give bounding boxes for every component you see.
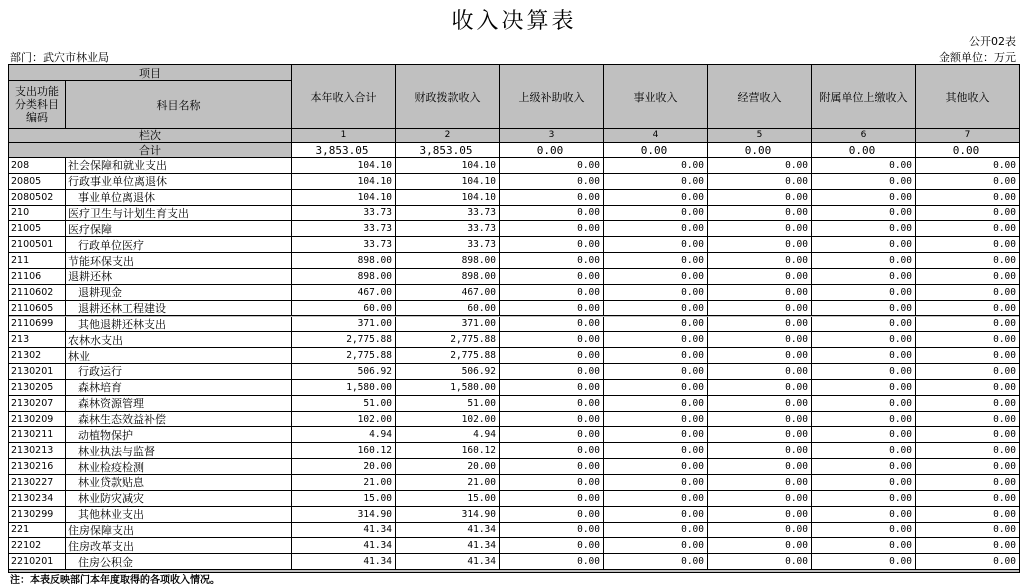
row-value: 0.00 xyxy=(604,507,708,522)
row-value: 41.34 xyxy=(396,523,500,538)
row-value: 0.00 xyxy=(993,476,1016,488)
row-subject-name: 其他林业支出 xyxy=(66,507,292,522)
row-value: 0.00 xyxy=(812,301,916,316)
row-value: 33.73 xyxy=(292,221,396,236)
row-value: 0.00 xyxy=(708,317,812,332)
row-value: 0.00 xyxy=(708,348,812,363)
row-value: 0.00 xyxy=(812,523,916,538)
footnote: 注：本表反映部门本年度取得的各项收入情况。 xyxy=(10,575,220,586)
row-code: 2100501 xyxy=(9,237,66,252)
row-value: 0.00 xyxy=(812,380,916,395)
row-value: 104.10 xyxy=(396,174,500,189)
row-value: 15.00 xyxy=(292,491,396,506)
row-subject-name: 森林资源管理 xyxy=(66,396,292,411)
row-value: 0.00 xyxy=(604,317,708,332)
row-value: 0.00 xyxy=(993,350,1016,362)
lanci-number: 7 xyxy=(964,130,971,140)
row-code: 2110602 xyxy=(9,285,66,300)
row-value: 0.00 xyxy=(993,302,1016,314)
table-code: 公开02表 xyxy=(969,35,1016,48)
row-value: 0.00 xyxy=(708,221,812,236)
row-value: 0.00 xyxy=(993,239,1016,251)
row-value: 0.00 xyxy=(604,269,708,284)
row-value: 314.90 xyxy=(292,507,396,522)
row-value: 0.00 xyxy=(993,365,1016,377)
row-value: 0.00 xyxy=(812,237,916,252)
row-value: 102.00 xyxy=(396,412,500,427)
table-row xyxy=(9,523,1019,539)
table-row xyxy=(9,332,1019,348)
row-value: 0.00 xyxy=(812,269,916,284)
row-value: 898.00 xyxy=(396,253,500,268)
row-value: 0.00 xyxy=(708,554,812,569)
row-code: 20805 xyxy=(9,174,66,189)
row-value: 160.12 xyxy=(396,443,500,458)
row-code: 2080502 xyxy=(9,190,66,205)
row-value: 0.00 xyxy=(812,348,916,363)
col-header-4: 事业收入 xyxy=(604,65,708,128)
row-value: 0.00 xyxy=(604,475,708,490)
row-subject-name: 林业贷款贴息 xyxy=(66,475,292,490)
row-value: 0.00 xyxy=(604,459,708,474)
row-code: 21302 xyxy=(9,348,66,363)
row-code: 2130201 xyxy=(9,364,66,379)
func-code-header: 支出功能分类科目编码 xyxy=(9,81,66,128)
row-value: 0.00 xyxy=(500,301,604,316)
row-value: 4.94 xyxy=(292,427,396,442)
department-label: 部门：武穴市林业局 xyxy=(10,51,109,64)
row-value: 41.34 xyxy=(292,554,396,569)
row-value: 0.00 xyxy=(604,412,708,427)
table-row xyxy=(9,301,1019,317)
row-value: 41.34 xyxy=(292,538,396,553)
row-value: 21.00 xyxy=(292,475,396,490)
row-value: 0.00 xyxy=(993,159,1016,171)
row-value: 0.00 xyxy=(812,554,916,569)
row-value: 60.00 xyxy=(292,301,396,316)
row-value: 0.00 xyxy=(993,286,1016,298)
total-value: 3,853.05 xyxy=(292,143,396,157)
row-code: 2110605 xyxy=(9,301,66,316)
row-value: 0.00 xyxy=(708,412,812,427)
row-subject-name: 森林培育 xyxy=(66,380,292,395)
row-value: 2,775.88 xyxy=(396,332,500,347)
row-value: 1,580.00 xyxy=(292,380,396,395)
row-value: 0.00 xyxy=(500,475,604,490)
total-row xyxy=(9,143,1019,158)
row-value: 0.00 xyxy=(500,221,604,236)
row-value: 0.00 xyxy=(604,396,708,411)
row-value: 0.00 xyxy=(708,475,812,490)
row-subject-name: 林业防灾减灾 xyxy=(66,491,292,506)
row-value: 0.00 xyxy=(993,255,1016,267)
col-header-1: 本年收入合计 xyxy=(292,65,396,128)
row-value: 0.00 xyxy=(604,221,708,236)
row-value: 0.00 xyxy=(993,413,1016,425)
total-value: 0.00 xyxy=(916,143,1019,157)
row-value: 0.00 xyxy=(500,412,604,427)
total-label: 合计 xyxy=(9,143,292,157)
subject-name-header: 科目名称 xyxy=(66,81,292,128)
table-row xyxy=(9,190,1019,206)
row-subject-name: 其他退耕还林支出 xyxy=(66,317,292,332)
table-row xyxy=(9,475,1019,491)
row-value: 0.00 xyxy=(993,508,1016,520)
row-value: 0.00 xyxy=(500,332,604,347)
row-value: 0.00 xyxy=(500,206,604,221)
row-code: 2130227 xyxy=(9,475,66,490)
row-value: 0.00 xyxy=(604,190,708,205)
col-header-3: 上级补助收入 xyxy=(500,65,604,128)
row-value: 0.00 xyxy=(500,443,604,458)
row-value: 0.00 xyxy=(993,429,1016,441)
total-value: 0.00 xyxy=(500,143,604,157)
row-value: 0.00 xyxy=(708,443,812,458)
row-value: 0.00 xyxy=(708,174,812,189)
row-value: 0.00 xyxy=(500,174,604,189)
row-value: 2,775.88 xyxy=(292,348,396,363)
row-value: 0.00 xyxy=(812,491,916,506)
row-value: 0.00 xyxy=(500,348,604,363)
row-value: 2,775.88 xyxy=(396,348,500,363)
row-value: 0.00 xyxy=(500,285,604,300)
row-value: 0.00 xyxy=(604,206,708,221)
table-row xyxy=(9,554,1019,570)
row-value: 0.00 xyxy=(812,221,916,236)
row-value: 0.00 xyxy=(604,523,708,538)
row-subject-name: 节能环保支出 xyxy=(66,253,292,268)
row-code: 2130205 xyxy=(9,380,66,395)
row-value: 0.00 xyxy=(812,364,916,379)
row-value: 0.00 xyxy=(604,285,708,300)
row-value: 60.00 xyxy=(396,301,500,316)
row-value: 0.00 xyxy=(708,206,812,221)
row-value: 1,580.00 xyxy=(396,380,500,395)
row-value: 0.00 xyxy=(604,554,708,569)
row-value: 0.00 xyxy=(604,253,708,268)
row-value: 0.00 xyxy=(812,427,916,442)
row-value: 0.00 xyxy=(604,174,708,189)
row-value: 0.00 xyxy=(812,459,916,474)
row-value: 160.12 xyxy=(292,443,396,458)
row-value: 0.00 xyxy=(812,253,916,268)
row-code: 2210201 xyxy=(9,554,66,569)
header-row xyxy=(9,65,1019,129)
row-value: 20.00 xyxy=(396,459,500,474)
row-value: 0.00 xyxy=(708,253,812,268)
row-value: 0.00 xyxy=(812,443,916,458)
row-code: 211 xyxy=(9,253,66,268)
row-value: 0.00 xyxy=(500,491,604,506)
table-row xyxy=(9,396,1019,412)
row-value: 0.00 xyxy=(708,427,812,442)
row-value: 0.00 xyxy=(812,412,916,427)
table-row xyxy=(9,507,1019,523)
row-code: 210 xyxy=(9,206,66,221)
row-value: 0.00 xyxy=(993,318,1016,330)
row-subject-name: 森林生态效益补偿 xyxy=(66,412,292,427)
row-value: 0.00 xyxy=(604,158,708,173)
table-row xyxy=(9,237,1019,253)
row-subject-name: 社会保障和就业支出 xyxy=(66,158,292,173)
row-value: 0.00 xyxy=(708,459,812,474)
lanci-number: 5 xyxy=(708,128,812,142)
row-value: 0.00 xyxy=(993,207,1016,219)
row-value: 0.00 xyxy=(708,237,812,252)
row-subject-name: 医疗保障 xyxy=(66,221,292,236)
row-value: 0.00 xyxy=(500,427,604,442)
table-row xyxy=(9,269,1019,285)
lanci-number: 3 xyxy=(500,128,604,142)
row-value: 15.00 xyxy=(396,491,500,506)
row-value: 0.00 xyxy=(500,380,604,395)
row-value: 0.00 xyxy=(812,538,916,553)
row-value: 371.00 xyxy=(396,317,500,332)
row-code: 2130234 xyxy=(9,491,66,506)
row-value: 898.00 xyxy=(292,269,396,284)
row-value: 0.00 xyxy=(500,317,604,332)
item-header: 项目 xyxy=(9,65,292,81)
row-value: 104.10 xyxy=(396,190,500,205)
row-subject-name: 医疗卫生与计划生育支出 xyxy=(66,206,292,221)
row-value: 41.34 xyxy=(396,538,500,553)
table-row xyxy=(9,380,1019,396)
row-value: 467.00 xyxy=(292,285,396,300)
row-code: 2110699 xyxy=(9,317,66,332)
row-value: 467.00 xyxy=(396,285,500,300)
row-value: 0.00 xyxy=(993,175,1016,187)
row-value: 0.00 xyxy=(500,364,604,379)
table-row xyxy=(9,364,1019,380)
row-value: 0.00 xyxy=(604,380,708,395)
row-value: 104.10 xyxy=(292,158,396,173)
row-value: 0.00 xyxy=(708,507,812,522)
row-value: 0.00 xyxy=(993,191,1016,203)
row-value: 0.00 xyxy=(812,507,916,522)
row-subject-name: 行政运行 xyxy=(66,364,292,379)
row-value: 33.73 xyxy=(292,237,396,252)
row-value: 33.73 xyxy=(396,221,500,236)
table-row xyxy=(9,491,1019,507)
row-value: 0.00 xyxy=(500,507,604,522)
row-value: 506.92 xyxy=(292,364,396,379)
row-value: 104.10 xyxy=(292,174,396,189)
row-code: 22102 xyxy=(9,538,66,553)
row-value: 0.00 xyxy=(708,380,812,395)
row-value: 0.00 xyxy=(604,364,708,379)
row-value: 314.90 xyxy=(396,507,500,522)
table-row xyxy=(9,174,1019,190)
row-value: 0.00 xyxy=(500,269,604,284)
row-value: 0.00 xyxy=(500,523,604,538)
row-value: 0.00 xyxy=(500,396,604,411)
table-row xyxy=(9,221,1019,237)
row-code: 21005 xyxy=(9,221,66,236)
table-row xyxy=(9,412,1019,428)
row-code: 208 xyxy=(9,158,66,173)
row-subject-name: 行政单位医疗 xyxy=(66,237,292,252)
col-header-2: 财政拨款收入 xyxy=(396,65,500,128)
table-row xyxy=(9,538,1019,554)
row-value: 0.00 xyxy=(604,237,708,252)
row-value: 0.00 xyxy=(500,158,604,173)
col-header-7: 其他收入 xyxy=(945,90,990,104)
row-value: 0.00 xyxy=(812,206,916,221)
row-value: 0.00 xyxy=(604,538,708,553)
row-value: 0.00 xyxy=(708,364,812,379)
row-value: 0.00 xyxy=(500,237,604,252)
lanci-row xyxy=(9,128,1019,143)
lanci-number: 1 xyxy=(292,128,396,142)
row-subject-name: 住房公积金 xyxy=(66,554,292,569)
row-value: 51.00 xyxy=(292,396,396,411)
row-value: 0.00 xyxy=(604,301,708,316)
row-value: 0.00 xyxy=(500,190,604,205)
row-subject-name: 林业检疫检测 xyxy=(66,459,292,474)
row-value: 0.00 xyxy=(993,492,1016,504)
row-value: 0.00 xyxy=(500,459,604,474)
row-code: 21106 xyxy=(9,269,66,284)
row-subject-name: 事业单位离退休 xyxy=(66,190,292,205)
row-value: 0.00 xyxy=(604,427,708,442)
col-header-6: 附属单位上缴收入 xyxy=(812,65,916,128)
row-value: 21.00 xyxy=(396,475,500,490)
table-row xyxy=(9,285,1019,301)
row-value: 0.00 xyxy=(812,158,916,173)
row-value: 0.00 xyxy=(993,270,1016,282)
table-row xyxy=(9,459,1019,475)
row-value: 41.34 xyxy=(396,554,500,569)
lanci-number: 6 xyxy=(812,128,916,142)
row-code: 2130216 xyxy=(9,459,66,474)
row-value: 0.00 xyxy=(604,332,708,347)
row-subject-name: 林业 xyxy=(66,348,292,363)
total-value: 0.00 xyxy=(604,143,708,157)
income-table xyxy=(8,64,1020,573)
row-value: 0.00 xyxy=(500,538,604,553)
row-value: 33.73 xyxy=(396,206,500,221)
row-value: 0.00 xyxy=(708,158,812,173)
row-value: 0.00 xyxy=(708,523,812,538)
row-value: 0.00 xyxy=(993,223,1016,235)
total-value: 3,853.05 xyxy=(396,143,500,157)
row-value: 0.00 xyxy=(604,443,708,458)
unit-label: 金额单位：万元 xyxy=(939,51,1016,64)
row-value: 371.00 xyxy=(292,317,396,332)
row-code: 221 xyxy=(9,523,66,538)
row-value: 0.00 xyxy=(708,269,812,284)
lanci-number: 2 xyxy=(396,128,500,142)
row-code: 2130207 xyxy=(9,396,66,411)
row-value: 2,775.88 xyxy=(292,332,396,347)
row-value: 0.00 xyxy=(812,285,916,300)
row-value: 0.00 xyxy=(812,174,916,189)
row-value: 0.00 xyxy=(812,475,916,490)
row-value: 898.00 xyxy=(292,253,396,268)
total-value: 0.00 xyxy=(708,143,812,157)
table-row xyxy=(9,317,1019,333)
row-value: 898.00 xyxy=(396,269,500,284)
table-row xyxy=(9,206,1019,222)
row-subject-name: 住房改革支出 xyxy=(66,538,292,553)
col-header-5: 经营收入 xyxy=(708,65,812,128)
total-value: 0.00 xyxy=(812,143,916,157)
row-value: 0.00 xyxy=(708,332,812,347)
row-value: 0.00 xyxy=(708,190,812,205)
lanci-label: 栏次 xyxy=(9,128,292,142)
row-subject-name: 退耕现金 xyxy=(66,285,292,300)
table-row xyxy=(9,253,1019,269)
row-subject-name: 行政事业单位离退休 xyxy=(66,174,292,189)
row-value: 33.73 xyxy=(292,206,396,221)
row-value: 0.00 xyxy=(993,524,1016,536)
row-value: 20.00 xyxy=(292,459,396,474)
table-row xyxy=(9,427,1019,443)
row-code: 2130209 xyxy=(9,412,66,427)
row-subject-name: 农林水支出 xyxy=(66,332,292,347)
row-value: 0.00 xyxy=(604,491,708,506)
row-code: 213 xyxy=(9,332,66,347)
page-title: 收入决算表 xyxy=(451,9,577,34)
row-value: 41.34 xyxy=(292,523,396,538)
row-value: 0.00 xyxy=(708,396,812,411)
table-row xyxy=(9,348,1019,364)
row-value: 0.00 xyxy=(812,396,916,411)
row-value: 0.00 xyxy=(708,301,812,316)
row-subject-name: 退耕还林工程建设 xyxy=(66,301,292,316)
table-row xyxy=(9,158,1019,174)
row-value: 0.00 xyxy=(993,556,1016,568)
row-value: 33.73 xyxy=(396,237,500,252)
row-value: 0.00 xyxy=(993,381,1016,393)
row-value: 0.00 xyxy=(708,538,812,553)
row-subject-name: 林业执法与监督 xyxy=(66,443,292,458)
row-value: 4.94 xyxy=(396,427,500,442)
row-value: 0.00 xyxy=(812,317,916,332)
row-code: 2130213 xyxy=(9,443,66,458)
row-value: 51.00 xyxy=(396,396,500,411)
row-value: 104.10 xyxy=(292,190,396,205)
row-value: 102.00 xyxy=(292,412,396,427)
row-value: 0.00 xyxy=(993,334,1016,346)
row-value: 0.00 xyxy=(993,540,1016,552)
row-value: 0.00 xyxy=(993,445,1016,457)
row-code: 2130299 xyxy=(9,507,66,522)
row-subject-name: 动植物保护 xyxy=(66,427,292,442)
row-value: 104.10 xyxy=(396,158,500,173)
lanci-number: 4 xyxy=(604,128,708,142)
row-subject-name: 住房保障支出 xyxy=(66,523,292,538)
table-row xyxy=(9,443,1019,459)
row-value: 0.00 xyxy=(708,285,812,300)
row-value: 0.00 xyxy=(812,332,916,347)
row-code: 2130211 xyxy=(9,427,66,442)
row-subject-name: 退耕还林 xyxy=(66,269,292,284)
row-value: 0.00 xyxy=(500,554,604,569)
row-value: 0.00 xyxy=(993,461,1016,473)
row-value: 0.00 xyxy=(500,253,604,268)
row-value: 506.92 xyxy=(396,364,500,379)
row-value: 0.00 xyxy=(604,348,708,363)
row-value: 0.00 xyxy=(812,190,916,205)
row-value: 0.00 xyxy=(993,397,1016,409)
row-value: 0.00 xyxy=(708,491,812,506)
